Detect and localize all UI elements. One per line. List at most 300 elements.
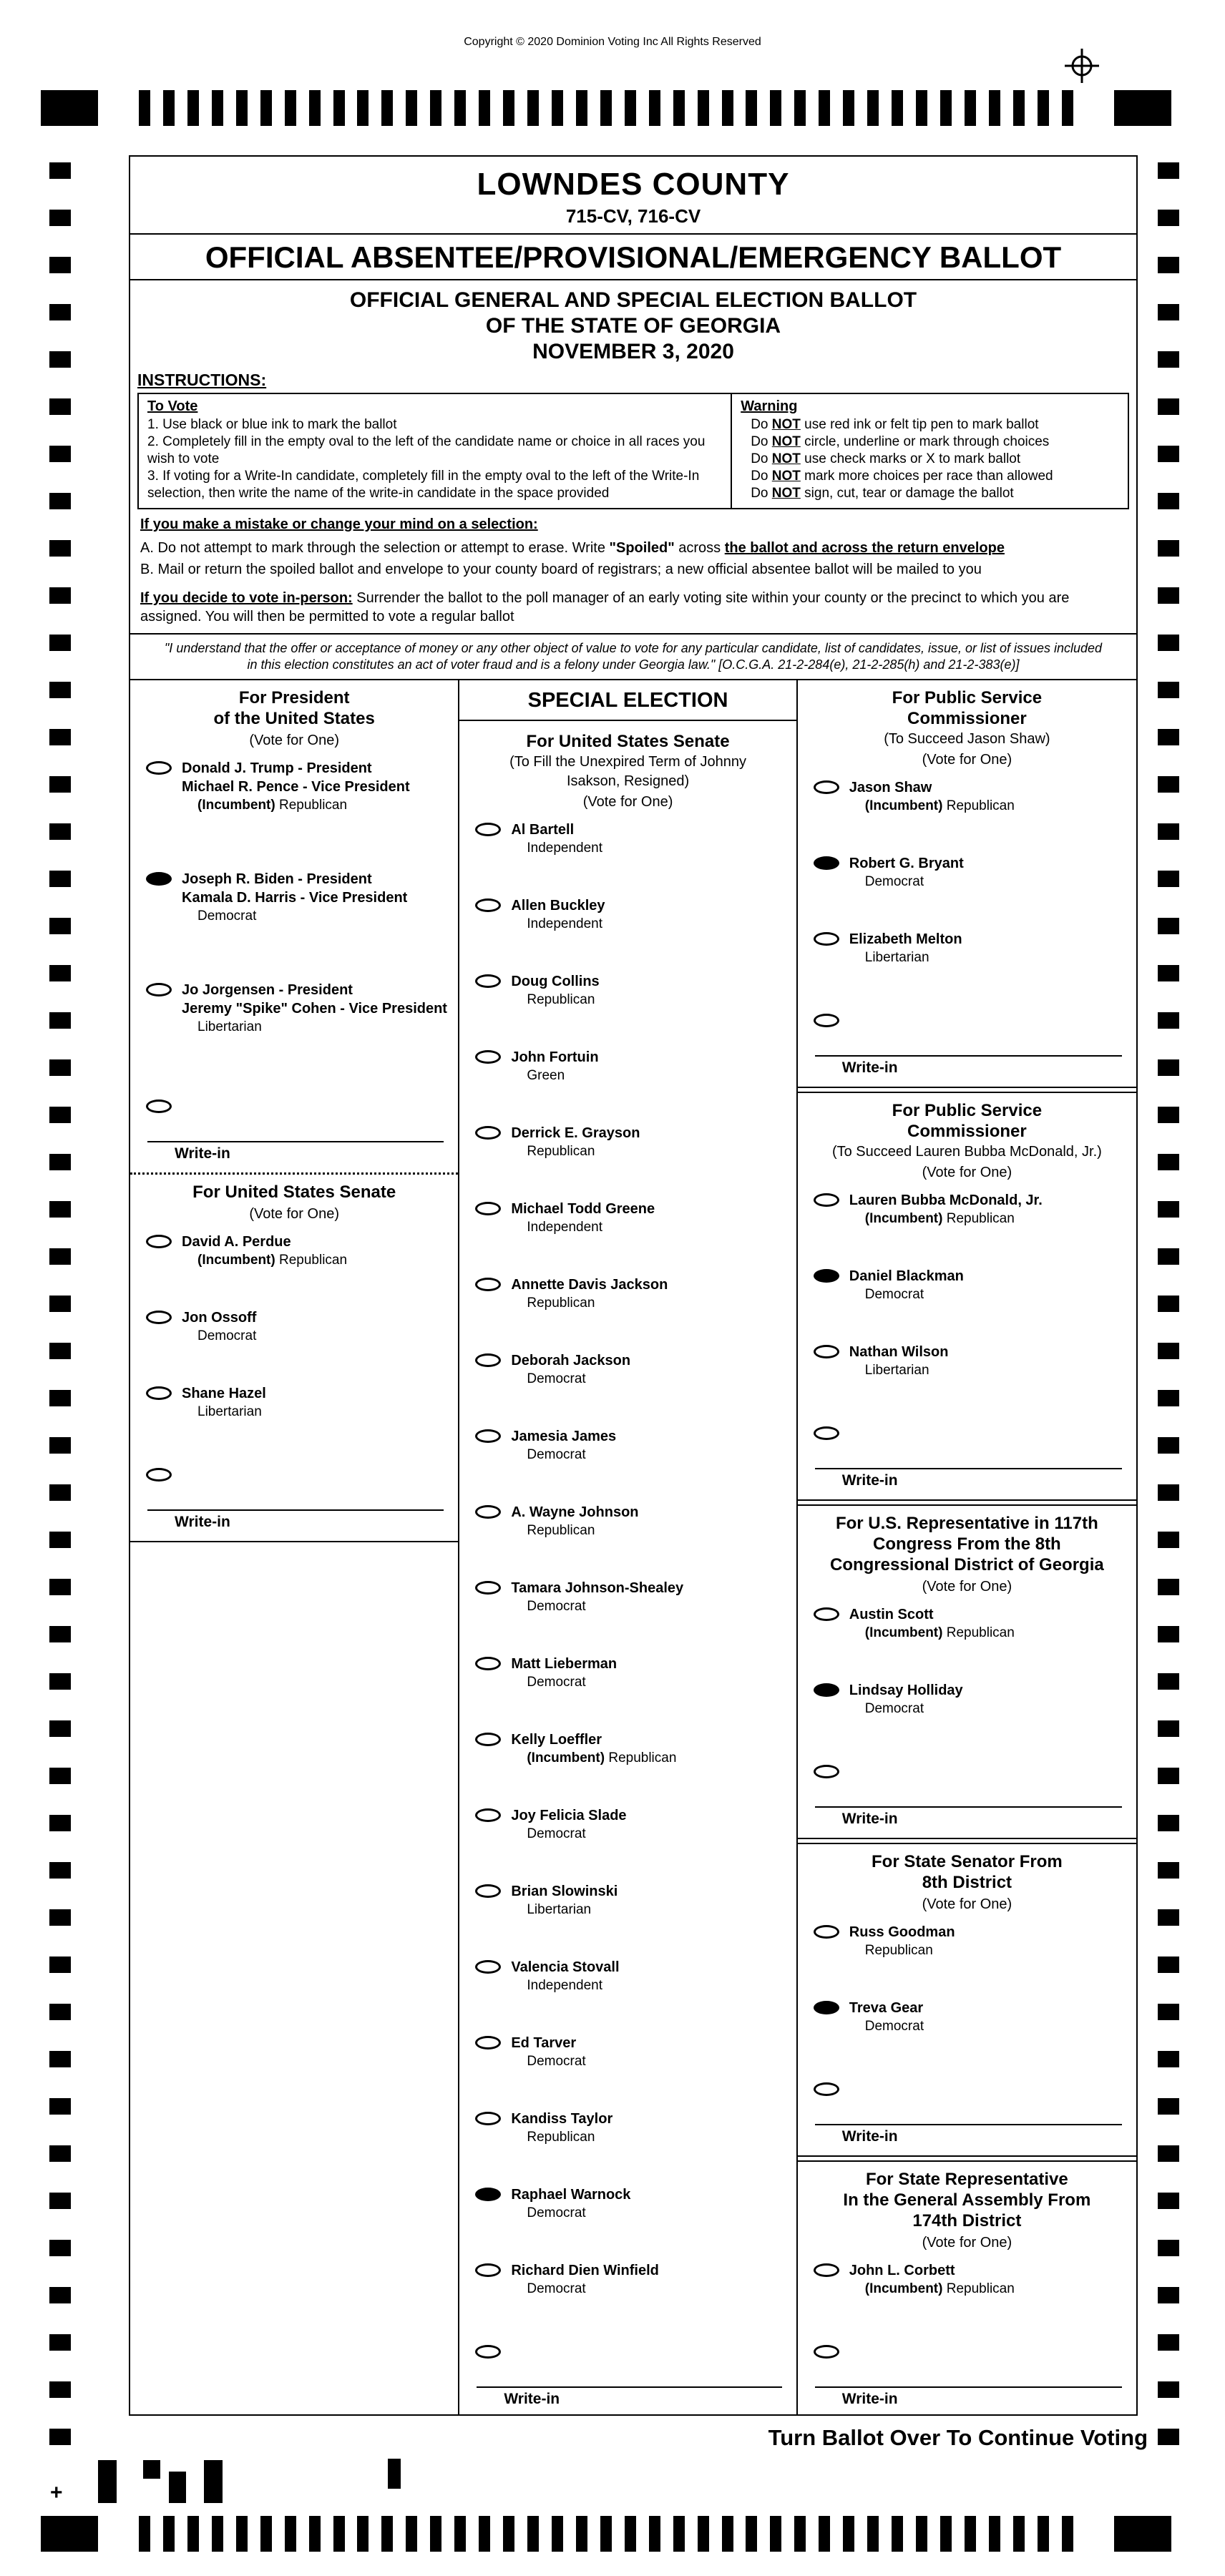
candidate-text [849,1343,949,1379]
timing-mark [49,1107,71,1123]
candidate-party: Democrat [197,1328,257,1343]
contest-title-line: For United States Senate [526,732,730,751]
candidate-party: Independent [527,841,603,856]
timing-bar [698,90,709,126]
timing-bar [625,90,636,126]
candidate-oval[interactable] [475,1505,501,1519]
timing-mark [1158,1720,1179,1737]
to-vote-item: 1. Use black or blue ink to mark the ballot [147,417,397,432]
timing-mark [1158,1909,1179,1926]
timing-mark [49,871,71,887]
write-in-oval-row [814,1763,1125,1782]
contest-title-line: For U.S. Representative in 117th [835,1514,1098,1533]
candidate-oval-filled[interactable] [475,2188,501,2201]
vote-for-instruction: (Vote for One) [922,1165,1012,1180]
timing-marks-left [49,162,71,2445]
incumbent-label: (Incumbent) [197,798,275,813]
timing-mark [1158,1390,1179,1406]
candidate-party: Democrat [197,909,257,924]
timing-bar [673,2516,685,2552]
candidate-oval[interactable] [475,1657,501,1670]
timing-bar [309,90,321,126]
ballot-codes: 715-CV, 716-CV [565,205,701,227]
timing-mark [1158,2287,1179,2303]
candidate-text [511,1124,640,1160]
candidate-row [459,1200,796,1236]
write-in-oval[interactable] [146,1468,172,1482]
candidate-name: Derrick E. Grayson [511,1125,640,1141]
candidate-row [459,2034,796,2070]
vote-for-instruction: (Vote for One) [582,794,673,810]
timing-mark [49,2429,71,2445]
timing-block-right [1114,90,1171,126]
candidate-oval[interactable] [814,1193,839,1207]
timing-mark [1158,1957,1179,1973]
candidate-text [511,2034,585,2070]
candidate-oval[interactable] [146,1386,172,1400]
contest-area [130,679,1136,2414]
candidate-party: (Incumbent) Republican [197,798,348,813]
candidate-oval[interactable] [146,1311,172,1324]
candidate-oval[interactable] [814,2263,839,2277]
timing-mark [49,2051,71,2067]
candidate-party: Libertarian [197,1404,262,1419]
to-vote-item: 3. If voting for a Write-In candidate, completely fill in the empty oval to the left of the Write-In selection, then write the name of the write-in candidate in the space provided [147,469,700,501]
timing-bar [916,2516,927,2552]
timing-bar [1062,90,1073,126]
timing-mark [1158,2098,1179,2115]
warning-title: Warning [741,398,798,414]
mistake-a-spoiled: "Spoiled" [609,540,675,556]
candidate-party: Democrat [527,1826,586,1841]
incumbent-label: (Incumbent) [864,1211,943,1226]
contest-title-line: For Public Service [892,688,1043,707]
candidate-oval[interactable] [146,1235,172,1248]
timing-mark [1158,1862,1179,1879]
timing-bar [794,90,806,126]
candidate-name: Valencia Stovall [511,1959,620,1975]
timing-mark [1158,1626,1179,1642]
candidate-row [798,2261,1136,2298]
contest-title-line: 8th District [922,1873,1012,1892]
timing-block-right [1114,2516,1171,2552]
timing-mark [49,1579,71,1595]
timing-bar [357,90,369,126]
timing-mark [1158,918,1179,934]
timing-mark [49,1720,71,1737]
to-vote-items [147,416,722,502]
candidate-party: Democrat [864,1287,924,1302]
write-in-label: Write-in [841,2391,898,2407]
candidate-party: (Incumbent) Republican [527,1750,677,1766]
timing-bar [479,2516,490,2552]
contest-title-line: Commissioner [907,709,1027,728]
candidate-party: Republican [527,1144,595,1159]
candidate-oval[interactable] [475,1050,501,1064]
timing-mark [1158,1484,1179,1501]
write-in-line[interactable] [815,1451,1122,1469]
timing-bar [454,90,466,126]
contest-title-line: of the United States [213,709,375,728]
candidate-name: Ed Tarver [511,2035,577,2051]
candidate-text [849,1267,964,1303]
timing-mark [49,587,71,604]
candidate-party: Independent [527,916,603,931]
candidate-name: Jeremy "Spike" Cohen - Vice President [182,1001,447,1017]
write-in-block [459,2337,796,2412]
timing-bar [236,2516,248,2552]
timing-bar [649,90,660,126]
warning-item: Do NOT use red ink or felt tip pen to mark ballot [751,417,1039,432]
contest-header [798,1844,1136,1923]
incumbent-label: (Incumbent) [527,1750,605,1766]
timing-mark [1158,1532,1179,1548]
copyright-notice: Copyright © 2020 Dominion Voting Inc All Rights Reserved [464,36,761,48]
candidate-oval[interactable] [475,2263,501,2277]
candidate-row [459,1806,796,1843]
contest-for-united-states-senate [130,1172,458,1542]
candidate-oval[interactable] [814,932,839,946]
write-in-oval[interactable] [814,1014,839,1027]
candidate-oval-filled[interactable] [814,1269,839,1283]
write-in-block [130,1092,458,1167]
timing-mark [49,1437,71,1454]
candidate-row [798,1923,1136,1959]
write-in-block [798,2075,1136,2150]
candidate-name: Daniel Blackman [849,1268,964,1284]
candidate-oval[interactable] [475,1126,501,1140]
timing-mark [1158,304,1179,320]
candidate-party: Democrat [527,2054,586,2069]
timing-mark [1158,1579,1179,1595]
candidate-name: Raphael Warnock [511,2187,631,2203]
contest-for-public-service-commissioner [798,1092,1136,1501]
candidate-party: Democrat [527,1447,586,1462]
candidate-oval[interactable] [146,983,172,996]
candidate-name: Al Bartell [511,822,575,838]
write-in-label: Write-in [841,1472,898,1489]
timing-bar [722,2516,733,2552]
candidate-row [798,778,1136,815]
candidate-oval[interactable] [146,761,172,775]
timing-bar [260,2516,272,2552]
timing-mark [49,776,71,793]
incumbent-label: (Incumbent) [197,1253,275,1268]
candidate-name: Robert G. Bryant [849,856,964,871]
timing-bar [892,2516,903,2552]
timing-bar [843,90,854,126]
contest-for-state-senator-from-8th-district [798,1843,1136,2157]
candidate-oval[interactable] [475,2036,501,2049]
timing-bar [698,2516,709,2552]
candidate-name: Allen Buckley [511,898,605,914]
timing-mark [49,2145,71,2162]
timing-mark [1158,493,1179,509]
write-in-oval[interactable] [475,2345,501,2359]
candidate-oval[interactable] [475,2112,501,2125]
candidate-text [182,1384,266,1421]
contest-header [798,2162,1136,2261]
candidate-name: Russ Goodman [849,1924,955,1940]
contest-title-line: Commissioner [907,1122,1027,1141]
timing-mark [1158,398,1179,415]
write-in-block [798,2337,1136,2412]
candidate-party: Republican [527,2130,595,2145]
candidate-party: Democrat [527,2281,586,2296]
timing-bar [770,90,781,126]
vote-for-instruction: (Vote for One) [922,1896,1012,1912]
timing-mark [49,1626,71,1642]
contest-header [798,1093,1136,1191]
timing-mark [49,1862,71,1879]
contest-title-line: For United States Senate [192,1182,396,1202]
candidate-row [798,930,1136,966]
timing-bar [916,90,927,126]
warning-item: Do NOT mark more choices per race than allowed [751,469,1053,484]
timing-mark [1158,1768,1179,1784]
candidate-oval[interactable] [475,974,501,988]
candidate-oval[interactable] [475,1429,501,1443]
timing-mark [1158,540,1179,557]
timing-bar [357,2516,369,2552]
contest-title [804,1100,1131,1142]
candidate-row [459,1427,796,1464]
candidate-text [511,972,599,1009]
candidate-oval[interactable] [475,1278,501,1291]
timing-mark [49,1673,71,1690]
timing-mark [1158,446,1179,462]
write-in-oval[interactable] [814,2082,839,2096]
candidate-oval[interactable] [475,1353,501,1367]
warning-cell [732,394,1128,508]
timing-mark [49,918,71,934]
candidate-row [798,1191,1136,1228]
candidate-oval[interactable] [814,1607,839,1621]
candidate-party: Libertarian [197,1019,262,1034]
candidate-party: Democrat [527,1599,586,1614]
timing-bar [625,2516,636,2552]
candidate-text [511,896,605,933]
contest-for-president-of-the-united-states [130,680,458,1172]
ballot-code-mark [169,2472,186,2503]
timing-bar [819,90,830,126]
timing-bar [673,90,685,126]
candidate-party: Republican [527,992,595,1007]
incumbent-label: (Incumbent) [864,798,943,813]
write-in-oval-row [814,1424,1125,1444]
election-title-block [130,280,1136,369]
timing-bar [260,90,272,126]
election-date: NOVEMBER 3, 2020 [532,340,734,363]
timing-bar [527,2516,539,2552]
write-in-line[interactable] [815,2107,1122,2125]
timing-bar [454,2516,466,2552]
candidate-name: Richard Dien Winfield [511,2263,659,2278]
candidate-name: Elizabeth Melton [849,931,962,947]
county-name: LOWNDES COUNTY [477,167,790,202]
contest-header [130,1175,458,1233]
timing-mark [49,2193,71,2209]
candidate-text [511,1806,626,1843]
candidate-name: Joseph R. Biden - President [182,871,372,887]
candidate-row [459,2110,796,2146]
candidate-name: Jon Ossoff [182,1310,257,1326]
timing-bar [309,2516,321,2552]
vote-for-instruction: (Vote for One) [249,1206,339,1222]
candidate-oval[interactable] [475,1733,501,1746]
timing-bar [527,90,539,126]
mistake-section [130,509,1136,583]
timing-mark [49,446,71,462]
candidate-oval[interactable] [475,1808,501,1822]
write-in-oval[interactable] [814,2345,839,2359]
ballot-column-2 [458,680,796,2414]
timing-bar [722,90,733,126]
contest-title-line: Congressional District of Georgia [830,1555,1104,1575]
candidate-oval[interactable] [475,1884,501,1898]
in-person-text: Surrender the ballot to the poll manager of an early voting site within your county or the precinct to which you are assigned. You will then be permitted to vote a regular ballot [140,590,1070,625]
timing-bar [867,2516,879,2552]
candidate-oval[interactable] [814,1345,839,1358]
candidate-row [459,1655,796,1691]
candidate-text [849,1681,963,1718]
candidate-text [182,870,407,925]
candidate-name: Nathan Wilson [849,1344,949,1360]
candidate-oval[interactable] [475,898,501,912]
timing-bar [867,90,879,126]
candidate-row [130,870,458,925]
timing-bar [212,90,223,126]
candidate-oval-filled[interactable] [146,872,172,886]
candidate-row [798,1999,1136,2035]
timing-mark [1158,1343,1179,1359]
candidate-row [459,1124,796,1160]
timing-mark [1158,2051,1179,2067]
candidate-party: Republican [527,1523,595,1538]
incumbent-label: (Incumbent) [864,2281,943,2296]
write-in-oval-row [814,1012,1125,1031]
timing-marks-right [1158,162,1179,2445]
write-in-line[interactable] [147,1492,444,1511]
timing-bar [794,2516,806,2552]
timing-mark [1158,2240,1179,2256]
candidate-party: (Incumbent) Republican [197,1253,348,1268]
timing-mark [1158,2429,1179,2445]
candidate-oval[interactable] [475,823,501,836]
contest-subtitle: (To Fill the Unexpired Term of Johnny [509,754,746,770]
timing-mark [1158,351,1179,368]
candidate-oval[interactable] [814,1925,839,1939]
timing-bar [139,90,150,126]
write-in-line[interactable] [815,1038,1122,1057]
candidate-party: Green [527,1068,565,1083]
to-vote-item: 2. Completely fill in the empty oval to the left of the candidate name or choice in all races you wish to vote [147,434,706,466]
vote-for-instruction: (Vote for One) [922,752,1012,768]
election-title-line2: OF THE STATE OF GEORGIA [485,314,781,338]
contest-title-line: In the General Assembly From [843,2190,1091,2210]
timing-bar [649,2516,660,2552]
candidate-name: Deborah Jackson [511,1353,631,1368]
candidate-row [798,854,1136,891]
candidate-text [182,1233,347,1269]
write-in-line[interactable] [815,2369,1122,2388]
warning-not-emphasis: NOT [771,486,801,501]
candidate-oval[interactable] [475,1960,501,1974]
timing-mark [49,1957,71,1973]
warning-item: Do NOT circle, underline or mark through choices [751,434,1050,449]
incumbent-label: (Incumbent) [864,1625,943,1640]
write-in-oval[interactable] [146,1100,172,1113]
candidate-name: Jo Jorgensen - President [182,982,353,998]
timing-bar [1013,90,1025,126]
candidate-oval[interactable] [475,1581,501,1595]
contest-subtitle: (To Succeed Jason Shaw) [884,731,1050,747]
candidate-oval[interactable] [475,1202,501,1215]
candidate-row [459,1275,796,1312]
warning-not-emphasis: NOT [771,451,801,466]
contest-subtitle: Isakson, Resigned) [566,773,690,789]
write-in-line[interactable] [477,2369,781,2388]
candidate-oval-filled[interactable] [814,2001,839,2014]
warning-item: Do NOT use check marks or X to mark ballot [751,451,1021,466]
candidate-text [511,1579,683,1615]
candidate-party: Libertarian [864,1363,929,1378]
candidate-name: Kandiss Taylor [511,2111,613,2127]
candidate-oval-filled[interactable] [814,856,839,870]
warning-not-emphasis: NOT [771,434,801,449]
timing-mark [1158,1059,1179,1076]
candidate-name: Jason Shaw [849,780,932,795]
candidate-oval-filled[interactable] [814,1683,839,1697]
candidate-text [511,1730,676,1767]
candidate-name: John Fortuin [511,1049,599,1065]
write-in-label: Write-in [841,1811,898,1827]
timing-bar [1038,90,1049,126]
candidate-name: Matt Lieberman [511,1656,618,1672]
contest-for-public-service-commissioner [798,680,1136,1088]
vote-for-instruction: (Vote for One) [922,1579,1012,1595]
write-in-oval[interactable] [814,1765,839,1778]
timing-bar [285,2516,296,2552]
candidate-row [459,1048,796,1084]
timing-bar [430,2516,441,2552]
timing-bar [940,2516,952,2552]
candidate-party: Democrat [864,1701,924,1716]
candidate-party: Libertarian [864,950,929,965]
contest-title [804,2169,1131,2231]
candidate-party: (Incumbent) Republican [864,1211,1015,1226]
timing-mark [49,1201,71,1218]
candidate-text [511,2261,659,2298]
candidate-text [849,1999,924,2035]
candidate-oval[interactable] [814,780,839,794]
write-in-oval[interactable] [814,1426,839,1440]
write-in-line[interactable] [815,1789,1122,1808]
timing-mark [1158,823,1179,840]
contest-title [136,1182,452,1203]
timing-mark [49,1815,71,1831]
timing-mark [49,351,71,368]
write-in-line[interactable] [147,1124,444,1142]
timing-bar [187,90,199,126]
candidate-row [130,1308,458,1345]
write-in-block [798,1006,1136,1081]
candidate-row [459,896,796,933]
warning-not-emphasis: NOT [771,417,801,432]
contest-for-u-s-representative-in-117th-congress-from-the-8th-congressional-district-of-georgia [798,1504,1136,1839]
candidate-name: Doug Collins [511,974,600,989]
candidate-row [459,1503,796,1539]
